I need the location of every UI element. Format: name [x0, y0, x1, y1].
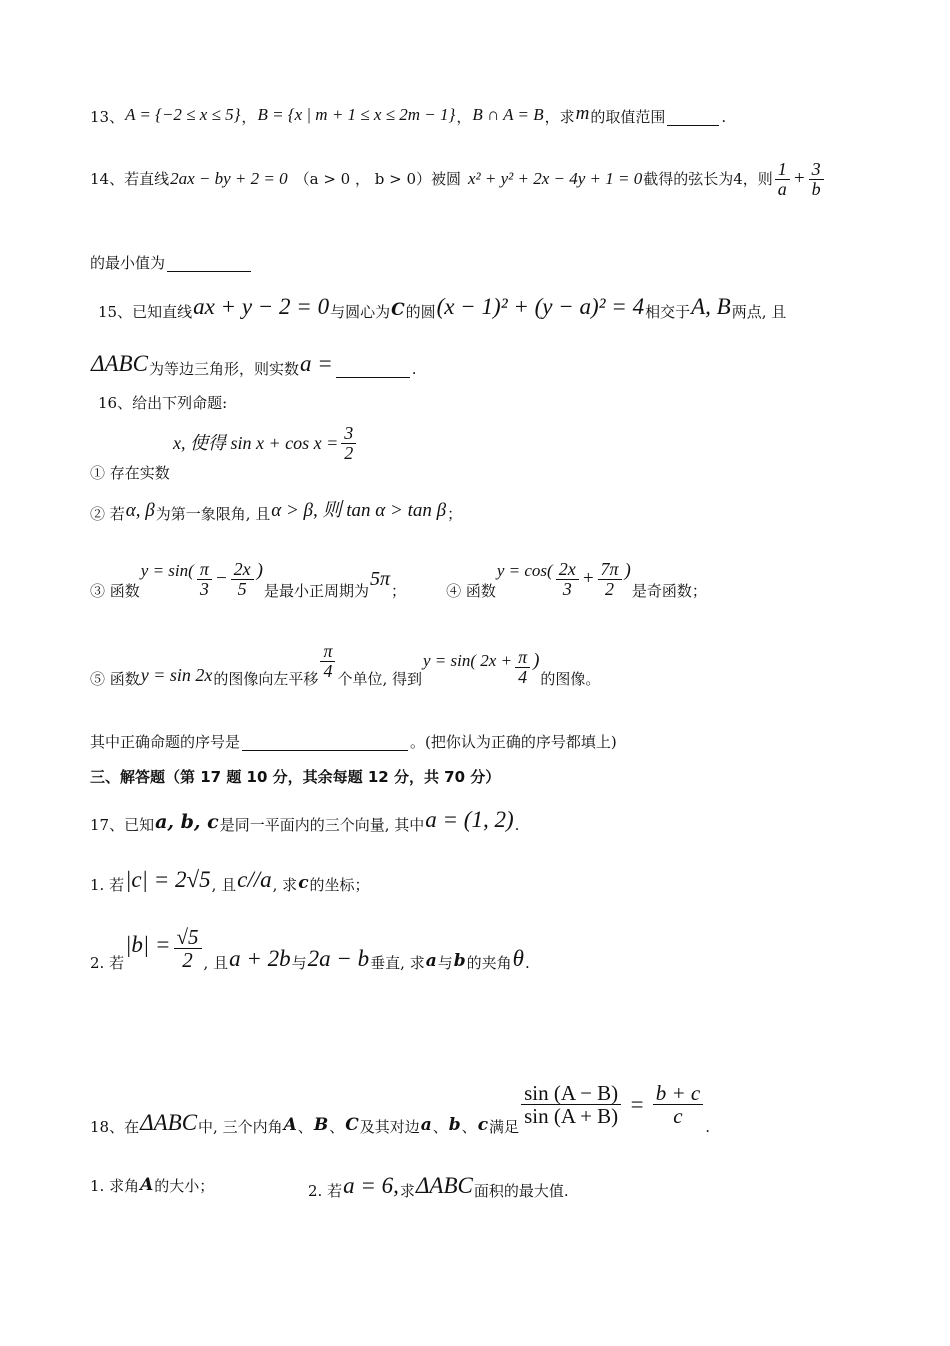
q17-a-eq: a = (1, 2): [425, 807, 514, 832]
q18-s1-end: 的大小；: [154, 1177, 215, 1196]
q16-p3-end: ；: [391, 582, 407, 601]
q14-line-eq: 2ax − by + 2 = 0: [170, 169, 288, 189]
q16-p4-pre: ④ 函数: [446, 582, 496, 601]
q18-side-a: a: [420, 1115, 432, 1136]
q16-p2-end: ；: [447, 504, 463, 523]
q14-line: [90, 160, 826, 199]
q17-sub1: [90, 866, 370, 894]
q16-p5: [90, 641, 601, 689]
q17-s2-with: 与: [291, 953, 307, 972]
q17-sub2: [90, 926, 530, 971]
q17-s2-e2: 2a − b: [307, 945, 370, 971]
q16-p5-frac2: $\frac{\pi}{4}$: [515, 648, 530, 687]
q17-s1-pre: 1. 若: [90, 875, 125, 894]
q17-s1-cond: c//a: [237, 867, 272, 892]
q16-answer-blank[interactable]: [242, 734, 408, 751]
q18-mid: 中, 三个内角: [198, 1117, 283, 1136]
q16-p3-mid: 是最小正周期为: [264, 582, 370, 601]
q16-p3-fn: y = sin(: [140, 561, 194, 581]
q14-line2: [90, 254, 253, 272]
q18-s2-triangle: ΔABC: [415, 1173, 473, 1198]
q16-p5-fn2: y = sin( 2x +: [423, 651, 513, 671]
q17-s2-frac: $\frac{√5}{2}$: [174, 926, 202, 971]
q18-s2-end: 面积的最大值.: [473, 1181, 569, 1200]
q16-p2: [90, 500, 462, 523]
q15-number: 15、已知直线: [98, 302, 193, 321]
q13-line: [90, 103, 726, 126]
q14-fraction-2: $\frac{3}{b}$: [809, 160, 824, 199]
q18-triangle: ΔABC: [140, 1109, 198, 1135]
q18-sep1: 、: [297, 1117, 313, 1136]
q17-s2-a: a: [425, 951, 437, 972]
q16-p5-end: 的图像。: [540, 670, 601, 689]
q14-fraction-1: $\frac{1}{a}$: [775, 160, 790, 199]
q16-p4-close: ): [624, 559, 631, 581]
q18-mid3: 满足: [489, 1117, 520, 1136]
q16-p5-mid2: 个单位, 得到: [337, 670, 423, 689]
q16-p4-frac2: $\frac{7\pi}{2}$: [598, 560, 622, 599]
q16-p4-frac1: $\frac{2x}{3}$: [556, 560, 579, 599]
q18-sub1: [90, 1175, 214, 1195]
q17-s2-e1: a + 2b: [229, 945, 291, 971]
q18-sub2: [308, 1172, 569, 1200]
q16-answer-line: [90, 733, 617, 751]
q16-p1-label: [90, 464, 170, 482]
q18-end: .: [705, 1117, 710, 1136]
q18-equals: =: [629, 1091, 645, 1117]
q16-p1-fraction: $\frac{3}{2}$: [341, 424, 356, 463]
q16-p1-expr: x, 使得 sin x + cos x =: [173, 432, 339, 453]
q15-line2: [90, 350, 417, 378]
q14-answer-blank[interactable]: [167, 255, 251, 272]
q16-p3-frac1: $\frac{\pi}{3}$: [197, 560, 212, 599]
q18-side-c: c: [477, 1115, 489, 1136]
q16-p3-close: ): [256, 559, 263, 581]
q18-s1-pre: 1. 求角: [90, 1177, 140, 1196]
q18-sep4: 、: [461, 1117, 477, 1136]
q18-angle-A: A: [283, 1115, 297, 1136]
q18-angle-B: B: [313, 1115, 329, 1136]
q17-s2-pre: 2. 若: [90, 953, 125, 972]
q16-title-text: 16、给出下列命题:: [98, 394, 228, 412]
q18-s2-cond: a = 6,: [343, 1173, 399, 1198]
q13-var-m: m: [575, 103, 590, 124]
q17-s2-end: .: [524, 953, 530, 972]
q15-text5: 为等边三角形，则实数: [148, 359, 299, 378]
q18-side-b: b: [448, 1115, 461, 1136]
q17-s2-lhs: |b| =: [125, 931, 171, 957]
q17-s1-var: c: [298, 873, 309, 894]
q13-tail: 的取值范围: [590, 107, 666, 126]
q17-s1-end: 的坐标；: [309, 875, 370, 894]
q14-min-label: 的最小值为: [90, 254, 166, 272]
q16-p2-pre: ② 若: [90, 504, 125, 523]
q16-title: [98, 394, 227, 412]
q17-s1-eq: |c| = 2√5: [125, 867, 211, 892]
q17-s2-tail: 垂直, 求: [370, 953, 425, 972]
q15-end: .: [411, 359, 417, 378]
section-3-text: 三、解答题（第 17 题 10 分，其余每题 12 分，共 70 分）: [90, 768, 501, 786]
q16-p4-plus: +: [581, 567, 595, 589]
q17-s2-b: b: [453, 951, 466, 972]
q16-answer-pre: 其中正确命题的序号是: [90, 733, 241, 751]
q13-comma2: ，: [456, 107, 472, 126]
q15-text3: 相交于: [645, 302, 691, 321]
q17-s2-and: 与: [437, 953, 453, 972]
q14-chord: 截得的弦长为4，则: [643, 170, 773, 189]
q18-s2-pre: 2. 若: [308, 1181, 343, 1200]
q16-p5-mid: 的图像向左平移: [213, 670, 319, 689]
q18-mid2: 及其对边: [359, 1117, 420, 1136]
q16-p1-expression: [172, 424, 358, 463]
q16-p3-period: 5π: [370, 568, 391, 591]
q18-number: 18、在: [90, 1117, 140, 1136]
q13-comma: ，: [241, 107, 257, 126]
q15-answer-blank[interactable]: [336, 361, 410, 378]
section-3-heading: [90, 768, 500, 786]
q16-p3-frac2: $\frac{2x}{5}$: [231, 560, 254, 599]
q17-s1-mid: , 且: [211, 875, 237, 894]
q16-p4-end: 是奇函数；: [631, 582, 707, 601]
q17-end: .: [514, 815, 520, 834]
q16-p5-shift-frac: $\frac{\pi}{4}$: [320, 642, 335, 681]
q13-number: 13、: [90, 107, 125, 126]
q15-circle-eq: (x − 1)² + (y − a)² = 4: [436, 294, 645, 319]
q14-plus: +: [792, 167, 806, 189]
q13-ask: ，求: [544, 107, 575, 126]
q16-p2-mid: 为第一象限角, 且: [155, 504, 271, 523]
q16-p3-minus: −: [214, 567, 228, 589]
q15-text1: 与圆心为: [330, 302, 391, 321]
q17-s1-tail: , 求: [272, 875, 298, 894]
q13-set-b: B = {x | m + 1 ≤ x ≤ 2m − 1}: [257, 105, 456, 125]
q16-p3-p4: [90, 560, 707, 599]
q15-line: [98, 293, 786, 321]
q17-line: [90, 806, 519, 834]
q15-line-eq: ax + y − 2 = 0: [193, 294, 330, 319]
q16-p2-cond: α > β, 则 tan α > tan β: [271, 500, 447, 521]
q16-answer-post: 。(把你认为正确的序号都填上): [410, 733, 617, 751]
q15-points: A, B: [691, 294, 731, 319]
q17-number: 17、已知: [90, 815, 155, 834]
q18-s1-var: A: [140, 1175, 154, 1195]
q16-p5-fn: y = sin 2x: [140, 664, 213, 685]
q13-condition: B ∩ A = B: [472, 105, 544, 125]
q13-answer-blank[interactable]: [667, 109, 719, 126]
q18-sep2: 、: [329, 1117, 345, 1136]
q18-s2-mid: 求: [399, 1181, 415, 1200]
q13-end: .: [721, 107, 727, 126]
q15-center: C: [391, 300, 405, 321]
q18-line: [90, 1081, 710, 1136]
q17-s2-theta: θ: [512, 945, 524, 971]
q18-sep3: 、: [432, 1117, 448, 1136]
q17-s2-angle: 的夹角: [466, 953, 512, 972]
q15-triangle: ΔABC: [91, 351, 148, 376]
q14-paren: （a > 0 ， b > 0）被圆: [294, 170, 461, 189]
q17-mid: 是同一平面内的三个向量, 其中: [219, 815, 425, 834]
q15-text4: 两点, 且: [731, 302, 787, 321]
q17-s2-mid: , 且: [203, 953, 229, 972]
q13-set-a: A = {−2 ≤ x ≤ 5}: [125, 105, 241, 125]
q16-p1-label-text: ① 存在实数: [90, 464, 170, 482]
q17-vectors: a, b, c: [155, 810, 219, 833]
q16-p2-vars: α, β: [125, 500, 155, 521]
q18-frac-sin: $\frac{\sin (A - B)}{\sin (A + B)}$: [521, 1082, 621, 1127]
q18-frac-bc: $\frac{b + c}{c}$: [653, 1082, 704, 1127]
q16-p3-pre: ③ 函数: [90, 582, 140, 601]
q14-number: 14、若直线: [90, 170, 170, 189]
q15-text2: 的圆: [405, 302, 436, 321]
q15-var-a: a =: [299, 351, 333, 376]
q16-p5-close: ): [533, 649, 540, 671]
q16-p4-fn: y = cos(: [496, 561, 553, 581]
q14-circle-eq: x² + y² + 2x − 4y + 1 = 0: [468, 169, 643, 189]
q16-p5-pre: ⑤ 函数: [90, 670, 140, 689]
q18-angle-C: C: [345, 1115, 359, 1136]
